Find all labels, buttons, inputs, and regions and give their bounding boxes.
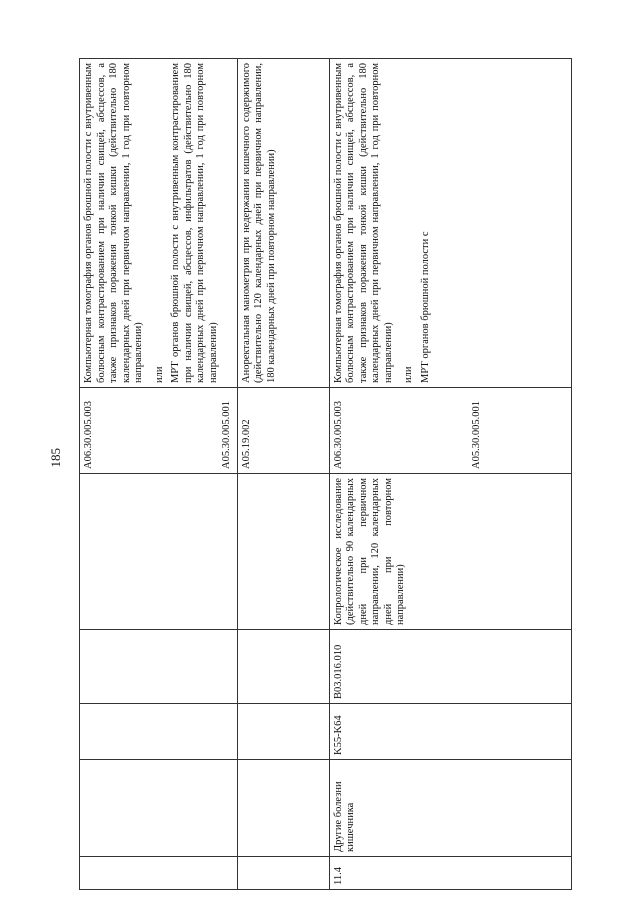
row-number-cell: [237, 857, 329, 890]
or-label: или: [153, 366, 165, 383]
alt-service-desc-cell: [329, 59, 572, 388]
table-row: [329, 59, 572, 890]
icd-code-cell: K55-K64: [329, 704, 572, 760]
alt-service-code-cell: A05.19.002: [237, 388, 329, 474]
mri-abdomen-text: МРТ органов брюшной полости с внутривенным контрастированием при наличии свищей, абсцессов, инфильтратов (действительно 180 календарных дней при первичном направлении, 1 год при повторном направлении): [170, 63, 219, 383]
service-desc-cell: [329, 474, 572, 630]
service-desc-cell: [80, 474, 238, 630]
alt-service-code-cell: A06.30.005.003 A05.30.005.001: [329, 388, 572, 474]
mri-abdomen-text: МРТ органов брюшной полости с: [419, 231, 431, 383]
disease-name-cell: Другие болезни кишечника: [329, 760, 572, 857]
row-number-cell: [80, 857, 238, 890]
service-desc-cell: [237, 474, 329, 630]
icd-code-cell: [237, 704, 329, 760]
service-code-cell: [237, 630, 329, 704]
rotated-table-container: [79, 58, 572, 890]
or-label: или: [403, 366, 414, 383]
page-number: 185: [48, 448, 63, 468]
ct-abdomen-text: Компьютерная томография органов брюшной полости с внутривенным болюсным контрастированием при наличии свищей, абсцессов, а также признаков поражения тонкой кишки (действительно 180 календарных дней при первичном направлении, 1 год при повторном направлении): [83, 63, 144, 383]
row-number-cell: 11.4: [329, 857, 572, 890]
table-row: [80, 59, 238, 890]
table-row: [237, 59, 329, 890]
icd-code-cell: [80, 704, 238, 760]
anorectal-manometry-text: Аноректальная манометрия при недержании кишечного содержимого (действительно 120 календарных дней при первичном направлении, 180 календарных дней при повторном направлении): [240, 63, 277, 383]
service-code-cell: [80, 630, 238, 704]
disease-name-cell: [80, 760, 238, 857]
alt-service-desc-cell: [80, 59, 238, 388]
service-code-cell: B03.016.010: [329, 630, 572, 704]
medical-services-table: [79, 58, 572, 890]
ct-abdomen-text: Компьютерная томография органов брюшной полости с внутривенным болюсным контрастированием при наличии свищей, абсцессов, а также признаков поражения тонкой кишки (действительно 180 календарных дней при первичном направлении, 1 год при повторном направлении): [332, 63, 394, 383]
disease-name-cell: [237, 760, 329, 857]
coprology-text: Копрологическое исследование (действительно 90 календарных дней при первичном направлении, 120 календарных дней при повторном направлении): [332, 478, 406, 625]
alt-service-desc-cell: [237, 59, 329, 388]
alt-service-code-cell: A06.30.005.003 A05.30.005.001: [80, 388, 238, 474]
